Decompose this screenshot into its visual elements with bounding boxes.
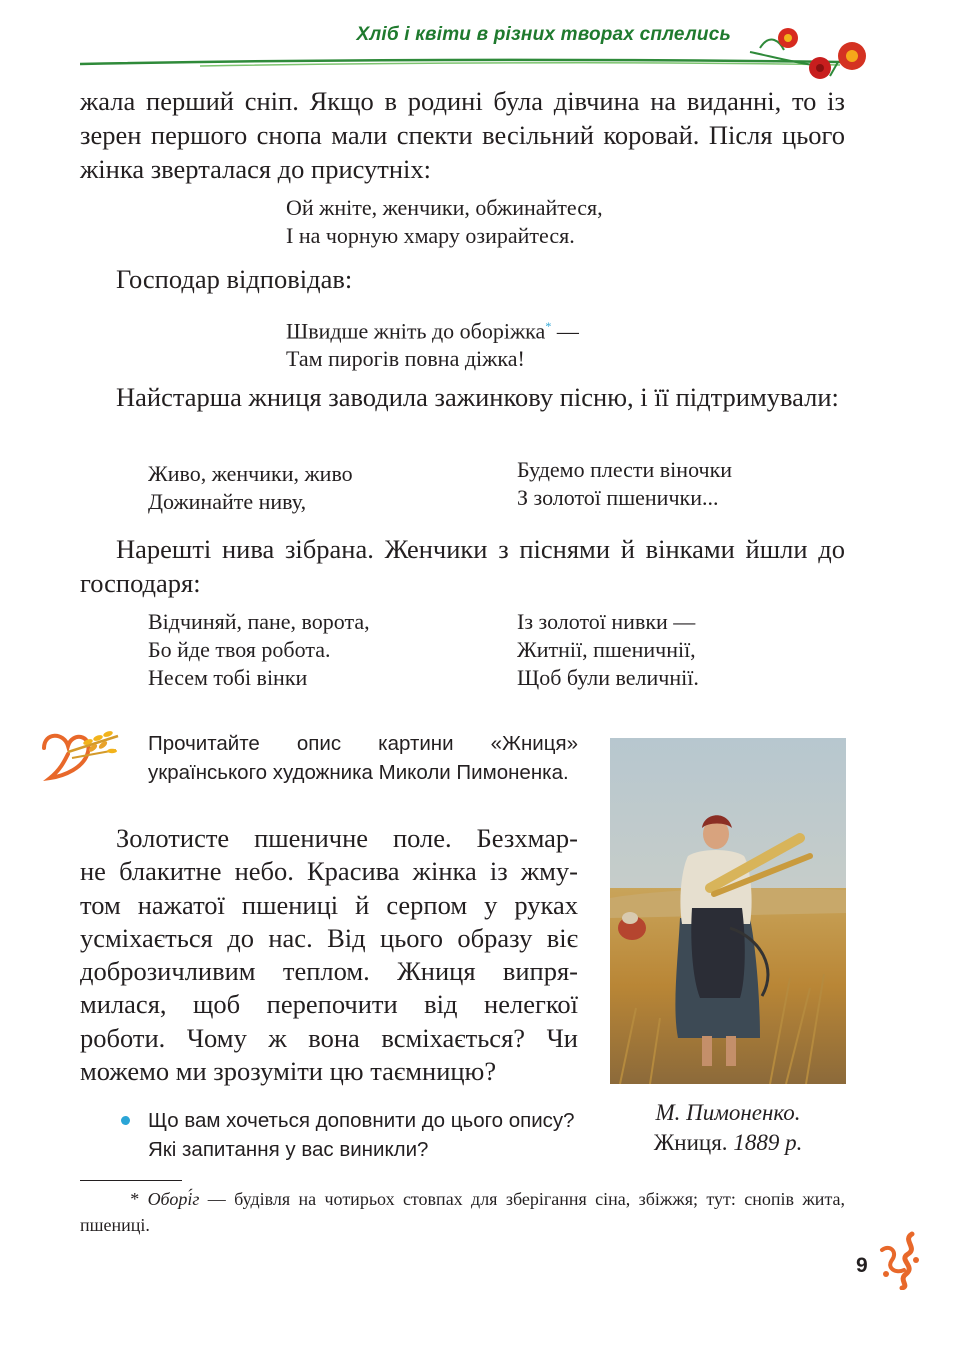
footnote-term: Оборі́г bbox=[147, 1189, 200, 1209]
verse-line: З золотої пшенички... bbox=[517, 485, 719, 510]
page-number: 9 bbox=[856, 1254, 868, 1277]
header-stem-line bbox=[80, 48, 840, 70]
description-line: роботи. Чому ж вона всміхається? Чи bbox=[80, 1022, 578, 1053]
verse-song-right bbox=[517, 456, 732, 512]
verse-line: Відчиняй, пане, ворота, bbox=[148, 609, 370, 634]
host-answer-line: Господар відповідав: bbox=[116, 264, 353, 294]
footnote-definition: — будівля на чотирьох стовпах для зберігання сіна, збіжжя; тут: снопів жита, пшениці. bbox=[80, 1189, 846, 1235]
verse-line: І на чорную хмару озирайтеся. bbox=[286, 223, 575, 248]
verse-procession-right bbox=[517, 608, 699, 692]
caption-title: Жниця. bbox=[653, 1130, 728, 1155]
final-paragraph: Нарешті нива зібрана. Женчики з піснями й вінками йшли до господаря: bbox=[80, 534, 845, 598]
description-line: можемо ми зрозуміти цю таємницю? bbox=[80, 1056, 497, 1087]
caption-year: 1889 р. bbox=[733, 1130, 803, 1155]
painting-reaper-image bbox=[610, 738, 846, 1084]
intro-paragraph: жала перший сніп. Якщо в родині була дівчина на виданні, то із зерен першого снопа мали спекти весільний коровай. Після цього жінка зверталася до присутніх: bbox=[80, 86, 845, 184]
folk-ornament-icon bbox=[872, 1230, 922, 1290]
verse-line: Бо йде твоя робота. bbox=[148, 637, 331, 662]
carnation-flowers-icon bbox=[740, 22, 880, 84]
description-line: доброзичливим теплом. Жниця випря- bbox=[80, 956, 578, 987]
verse-line-dash: — bbox=[551, 318, 579, 344]
verse-line: Щоб були величнії. bbox=[517, 665, 699, 690]
running-header-title: Хліб і квіти в різних творах сплелись bbox=[356, 24, 731, 45]
song-paragraph: Найстарша жниця заводила зажинкову пісню, і її підтримували: bbox=[116, 382, 839, 412]
verse-line: Живо, женчики, живо bbox=[148, 461, 353, 486]
verse-line: Ой жніте, женчики, обжинайтеся, bbox=[286, 195, 603, 220]
verse-line: Житнії, пшеничнії, bbox=[517, 637, 696, 662]
caption-author: М. Пимоненко. bbox=[655, 1100, 801, 1125]
description-line: усміхається до нас. Від цього образу віє bbox=[80, 922, 578, 953]
painting-caption bbox=[610, 1098, 846, 1158]
verse-host bbox=[286, 312, 579, 373]
verse-line-text: Швидше жніть до оборіжка bbox=[286, 318, 546, 344]
verse-line: Дожинайте ниву, bbox=[148, 489, 307, 514]
verse-song-left bbox=[148, 460, 353, 516]
verse-line: Будемо плести віночки bbox=[517, 457, 733, 482]
caption-title-line bbox=[610, 1128, 846, 1158]
description-line: милася, щоб перепочити від нелегкої bbox=[80, 989, 578, 1020]
task-instruction: Прочитайте опис картини «Жниця» українського художника Миколи Пимоненка. bbox=[148, 732, 578, 784]
footnote-marker: * bbox=[545, 319, 552, 333]
verse-line: Там пирогів повна діжка! bbox=[286, 346, 525, 372]
verse-women-reapers bbox=[286, 194, 603, 250]
reflection-question: Що вам хочеться доповнити до цього опису? Які запитання у вас виникли? bbox=[148, 1109, 575, 1161]
verse-line: Несем тобі вінки bbox=[148, 665, 308, 690]
verse-line: Із золотої нивки — bbox=[517, 609, 696, 634]
painting-description bbox=[80, 822, 578, 1088]
description-line: Золотисте пшеничне поле. Безхмар- bbox=[116, 823, 578, 853]
bullet-point-icon bbox=[121, 1116, 130, 1125]
footnote-marker: * bbox=[130, 1189, 140, 1209]
verse-procession-left bbox=[148, 608, 370, 692]
footnote bbox=[80, 1186, 845, 1238]
verse-line bbox=[286, 312, 579, 345]
footnote-rule bbox=[80, 1180, 182, 1181]
description-line: не блакитне небо. Красива жінка із жму- bbox=[80, 856, 578, 887]
description-line: том нажатої пшениці й серпом у руках bbox=[80, 889, 578, 920]
wheat-task-icon bbox=[38, 718, 124, 784]
